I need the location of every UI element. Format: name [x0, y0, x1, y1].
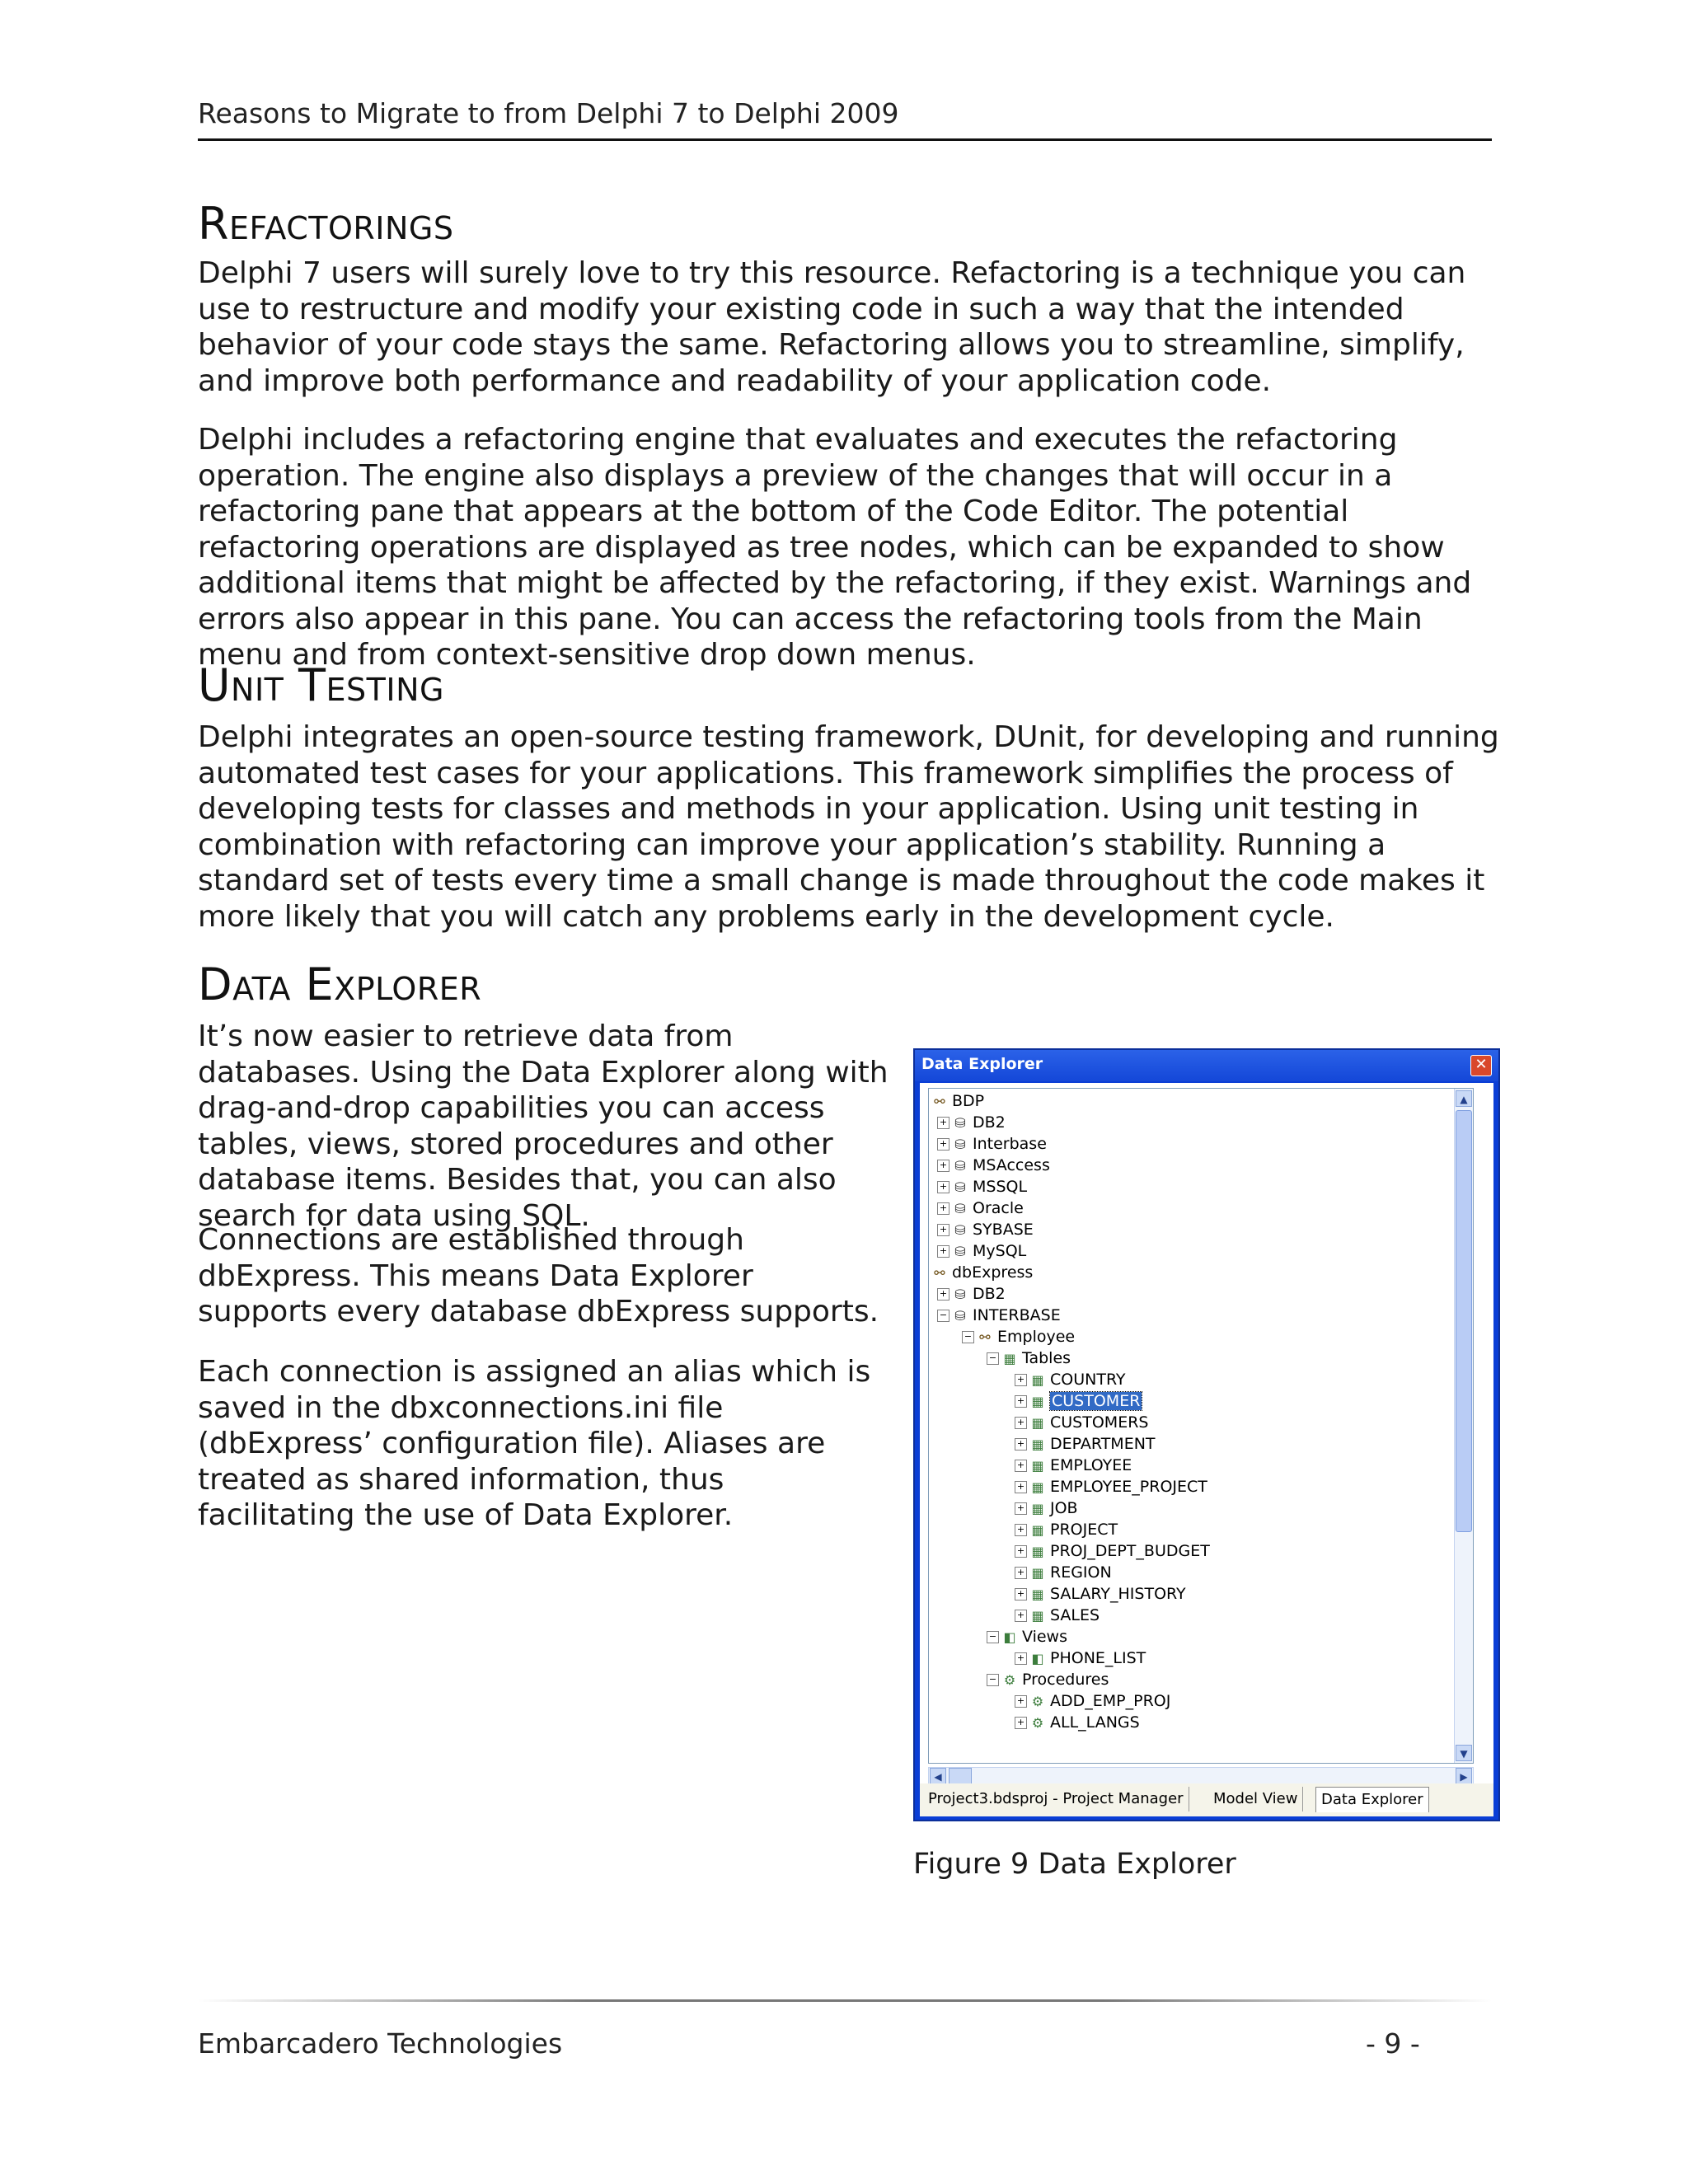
tree-node[interactable]: + ⛁ MSAccess	[937, 1155, 1050, 1176]
view-icon: ◧	[1031, 1650, 1044, 1666]
table-icon: ▦	[1031, 1436, 1044, 1452]
unit-testing-paragraph: Delphi integrates an open-source testing framework, DUnit, for developing and running automated test cases for your applications. This framework simplifies the process of developing tests for classes and methods in your application. Using unit testing in combination with refactoring can improve your application’s stability. Running a standard set of tests every time a small change is made throughout the code makes it more likely that you will catch any problems early in the development cycle.	[198, 720, 1499, 934]
header-rule	[198, 138, 1492, 141]
tab-model-view[interactable]: Model View	[1208, 1787, 1303, 1811]
database-icon: ⛁	[954, 1286, 966, 1302]
tab-data-explorer[interactable]: Data Explorer	[1315, 1787, 1429, 1812]
expand-icon[interactable]: +	[1015, 1481, 1027, 1493]
table-icon: ▦	[1031, 1500, 1044, 1516]
expand-icon[interactable]: +	[937, 1224, 950, 1236]
data-explorer-paragraph-2: Connections are established through dbExpress. This means Data Explorer supports every database dbExpress supports.	[198, 1223, 879, 1329]
table-icon: ▦	[1031, 1543, 1044, 1559]
database-icon: ⛁	[954, 1179, 966, 1195]
connection-icon: ⚯	[979, 1329, 991, 1345]
table-icon: ▦	[1031, 1586, 1044, 1602]
provider-icon: ⚯	[934, 1093, 945, 1109]
expand-icon[interactable]: +	[1015, 1417, 1027, 1429]
expand-icon[interactable]: +	[1015, 1374, 1027, 1386]
database-tree[interactable]	[928, 1088, 1474, 1764]
expand-icon[interactable]: +	[937, 1138, 950, 1151]
tree-node[interactable]: + ▦ SALARY_HISTORY	[1015, 1583, 1186, 1605]
figure-caption: Figure 9 Data Explorer	[913, 1848, 1236, 1881]
window-body	[920, 1083, 1493, 1783]
table-icon: ▦	[1031, 1457, 1044, 1474]
running-header: Reasons to Migrate to from Delphi 7 to Delphi 2009	[198, 97, 899, 129]
tree-node[interactable]: + ⛁ DB2	[937, 1283, 1006, 1305]
database-icon: ⛁	[954, 1136, 966, 1152]
collapse-icon[interactable]: −	[987, 1352, 999, 1365]
tab-project-manager[interactable]: Project3.bdsproj - Project Manager	[923, 1787, 1189, 1811]
expand-icon[interactable]: +	[937, 1160, 950, 1172]
tree-node[interactable]: + ⛁ Interbase	[937, 1133, 1047, 1155]
expand-icon[interactable]: +	[1015, 1460, 1027, 1472]
table-icon: ▦	[1031, 1521, 1044, 1538]
tree-node[interactable]: + ⛁ Oracle	[937, 1197, 1024, 1219]
tree-node[interactable]: + ⛁ SYBASE	[937, 1219, 1034, 1240]
heading-refactorings: Refactorings	[198, 198, 454, 250]
procedure-icon: ⚙	[1031, 1714, 1044, 1731]
tree-node[interactable]: + ▦ PROJ_DEPT_BUDGET	[1015, 1540, 1210, 1562]
expand-icon[interactable]: +	[937, 1288, 950, 1301]
table-icon: ▦	[1031, 1607, 1044, 1624]
procedure-icon: ⚙	[1031, 1693, 1044, 1709]
expand-icon[interactable]: +	[937, 1117, 950, 1129]
expand-icon[interactable]: +	[937, 1245, 950, 1258]
data-explorer-paragraph-3: Each connection is assigned an alias which is saved in the dbxconnections.ini file (dbExpress’ configuration file). Aliases are treated as shared information, thus facilitating the use of Data Explorer.	[198, 1355, 871, 1532]
tree-node[interactable]: + ◧ PHONE_LIST	[1015, 1647, 1146, 1669]
procedures-folder-icon: ⚙	[1003, 1671, 1016, 1688]
window-tab-bar	[920, 1783, 1493, 1816]
collapse-icon[interactable]: −	[962, 1331, 974, 1343]
heading-data-explorer: Data Explorer	[198, 958, 482, 1010]
tree-node[interactable]: + ▦ COUNTRY	[1015, 1369, 1126, 1390]
tree-node[interactable]: − ▦ Tables	[987, 1347, 1071, 1369]
tree-node[interactable]: − ◧ Views	[987, 1626, 1067, 1647]
expand-icon[interactable]: +	[1015, 1545, 1027, 1558]
database-icon: ⛁	[954, 1307, 966, 1324]
scroll-right-icon[interactable]: ▶	[1456, 1768, 1472, 1784]
data-explorer-window	[913, 1048, 1500, 1821]
expand-icon[interactable]: +	[1015, 1524, 1027, 1536]
data-explorer-paragraph-1: It’s now easier to retrieve data from databases. Using the Data Explorer along with drag-and-drop capabilities you can access tables, views, stored procedures and other database items. Besides that, you can also search for data using SQL.	[198, 1019, 889, 1233]
close-icon[interactable]: ✕	[1470, 1055, 1492, 1076]
database-icon: ⛁	[954, 1114, 966, 1131]
scroll-left-icon[interactable]: ◀	[930, 1768, 946, 1784]
vertical-scrollbar[interactable]	[1454, 1089, 1473, 1763]
tree-node[interactable]: + ▦ DEPARTMENT	[1015, 1433, 1156, 1455]
expand-icon[interactable]: +	[1015, 1502, 1027, 1515]
page-number: - 9 -	[1366, 2027, 1420, 2060]
collapse-icon[interactable]: −	[937, 1310, 950, 1322]
tree-node[interactable]: + ⛁ DB2	[937, 1112, 1006, 1133]
scroll-down-icon[interactable]: ▼	[1456, 1745, 1472, 1761]
table-icon: ▦	[1031, 1479, 1044, 1495]
expand-icon[interactable]: +	[937, 1181, 950, 1193]
expand-icon[interactable]: +	[1015, 1695, 1027, 1708]
tables-folder-icon: ▦	[1003, 1350, 1016, 1366]
database-icon: ⛁	[954, 1221, 966, 1238]
tree-node[interactable]: ⚯ dbExpress	[932, 1262, 1033, 1283]
scroll-thumb[interactable]	[1456, 1110, 1472, 1532]
window-titlebar	[915, 1050, 1498, 1081]
refactorings-paragraph-1: Delphi 7 users will surely love to try this resource. Refactoring is a technique you can use to restructure and modify your existing code in such a way that the intended behavior of your code stays the same. Refactoring allows you to streamline, simplify, and improve both performance and readability of your application code.	[198, 256, 1466, 398]
expand-icon[interactable]: +	[1015, 1588, 1027, 1601]
footer-company: Embarcadero Technologies	[198, 2027, 563, 2060]
scroll-up-icon[interactable]: ▲	[1456, 1090, 1472, 1107]
database-icon: ⛁	[954, 1200, 966, 1216]
expand-icon[interactable]: +	[1015, 1395, 1027, 1408]
tree-node[interactable]: + ⚙ ADD_EMP_PROJ	[1015, 1690, 1170, 1712]
collapse-icon[interactable]: −	[987, 1631, 999, 1643]
expand-icon[interactable]: +	[1015, 1567, 1027, 1579]
scroll-thumb[interactable]	[949, 1768, 972, 1784]
tree-node[interactable]: − ⚙ Procedures	[987, 1669, 1109, 1690]
window-title: Data Explorer	[921, 1055, 1043, 1073]
tree-node[interactable]: + ▦ PROJECT	[1015, 1519, 1118, 1540]
table-icon: ▦	[1031, 1371, 1044, 1388]
heading-unit-testing: Unit Testing	[198, 659, 444, 711]
database-icon: ⛁	[954, 1157, 966, 1174]
refactorings-paragraph-2: Delphi includes a refactoring engine that evaluates and executes the refactoring operation. The engine also displays a preview of the changes that will occur in a refactoring pane that appears at the bottom of the Code Editor. The potential refactoring operations are displayed as tree nodes, which can be expanded to show additional items that might be affected by the refactoring, if they exist. Warnings and errors also appear in this pane. You can access the refactoring tools from the Main menu and from context-sensitive drop down menus.	[198, 423, 1472, 672]
tree-node[interactable]: + ⛁ MySQL	[937, 1240, 1026, 1262]
expand-icon[interactable]: +	[1015, 1610, 1027, 1622]
tree-node[interactable]: + ▦ JOB	[1015, 1497, 1078, 1519]
collapse-icon[interactable]: −	[987, 1674, 999, 1686]
tree-node[interactable]: + ⛁ MSSQL	[937, 1176, 1027, 1197]
tree-node[interactable]: + ▦ SALES	[1015, 1605, 1100, 1626]
tree-node[interactable]: + ▦ EMPLOYEE	[1015, 1455, 1132, 1476]
expand-icon[interactable]: +	[1015, 1438, 1027, 1451]
tree-node[interactable]: + ▦ EMPLOYEE_PROJECT	[1015, 1476, 1207, 1497]
tree-node[interactable]: + ▦ REGION	[1015, 1562, 1112, 1583]
tree-node[interactable]: − ⛁ INTERBASE	[937, 1305, 1061, 1326]
expand-icon[interactable]: +	[1015, 1652, 1027, 1665]
views-folder-icon: ◧	[1003, 1629, 1016, 1645]
table-icon: ▦	[1031, 1414, 1044, 1431]
tree-node[interactable]: + ⚙ ALL_LANGS	[1015, 1712, 1140, 1733]
provider-icon: ⚯	[934, 1264, 945, 1281]
expand-icon[interactable]: +	[1015, 1717, 1027, 1729]
footer-rule	[198, 1999, 1492, 2002]
expand-icon[interactable]: +	[937, 1202, 950, 1215]
database-icon: ⛁	[954, 1243, 966, 1259]
tree-node[interactable]: + ▦ CUSTOMERS	[1015, 1412, 1148, 1433]
table-icon: ▦	[1031, 1564, 1044, 1581]
tree-node[interactable]: − ⚯ Employee	[962, 1326, 1075, 1347]
tree-node-selected[interactable]: + ▦ CUSTOMER	[1015, 1390, 1142, 1412]
table-icon: ▦	[1031, 1393, 1044, 1409]
tree-node[interactable]: ⚯ BDP	[932, 1090, 984, 1112]
